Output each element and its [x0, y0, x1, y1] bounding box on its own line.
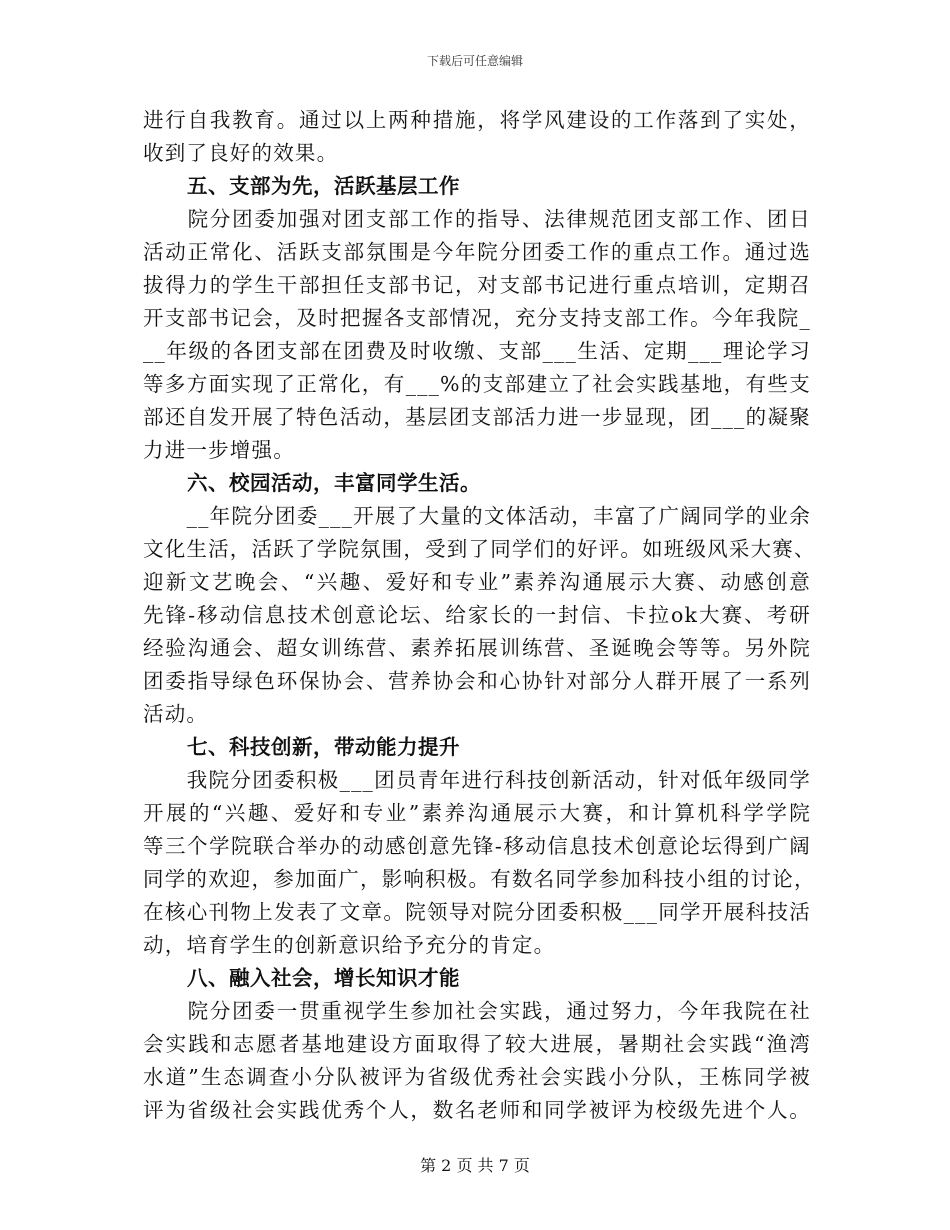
paragraph-line: 等多方面实现了正常化，有___%的支部建立了社会实践基地，有些支: [143, 372, 811, 396]
paragraph-line: 在核心刊物上发表了文章。院领导对院分团委积极___同学开展科技活: [143, 900, 811, 924]
paragraph-line: 活动。: [143, 702, 209, 726]
paragraph-line: 进行自我教育。通过以上两种措施，将学风建设的工作落到了实处，: [143, 108, 811, 132]
paragraph-line: 动，培育学生的创新意识给予充分的肯定。: [143, 933, 556, 957]
paragraph-line: 收到了良好的效果。: [143, 141, 339, 165]
paragraph-line: 院分团委一贯重视学生参加社会实践，通过努力，今年我院在社: [143, 999, 811, 1023]
section-heading: 七、科技创新，带动能力提升: [187, 735, 460, 759]
paragraph-line: 经验沟通会、超女训练营、素养拓展训练营、圣诞晚会等等。另外院: [143, 636, 811, 660]
paragraph-line: 文化生活，活跃了学院氛围，受到了同学们的好评。如班级风采大赛、: [143, 537, 816, 561]
paragraph-line: 拔得力的学生干部担任支部书记，对支部书记进行重点培训，定期召: [143, 273, 811, 297]
paragraph-line: 同学的欢迎，参加面广，影响积极。有数名同学参加科技小组的讨论，: [143, 867, 816, 891]
paragraph-line: 开支部书记会，及时把握各支部情况，充分支持支部工作。今年我院_: [143, 306, 811, 330]
paragraph-line: __年级的各团支部在团费及时收缴、支部___生活、定期___理论学习: [143, 339, 811, 363]
paragraph-line: 评为省级社会实践优秀个人，数名老师和同学被评为校级先进个人。: [143, 1098, 811, 1122]
page-header: 下载后可任意编辑: [426, 54, 523, 68]
paragraph-line: 水道”生态调查小分队被评为省级优秀社会实践小分队，王栋同学被: [143, 1065, 811, 1089]
paragraph-line: 先锋-移动信息技术创意论坛、给家长的一封信、卡拉ok大赛、考研: [143, 603, 811, 627]
paragraph-line: 等三个学院联合举办的动感创意先锋-移动信息技术创意论坛得到广阔: [143, 834, 811, 858]
paragraph-line: 团委指导绿色环保协会、营养协会和心协针对部分人群开展了一系列: [143, 669, 811, 693]
document-body: [143, 104, 816, 1127]
paragraph-line: 我院分团委积极___团员青年进行科技创新活动，针对低年级同学: [143, 768, 811, 792]
paragraph-line: 力进一步增强。: [143, 438, 295, 462]
paragraph-line: __年院分团委___开展了大量的文体活动，丰富了广阔同学的业余: [143, 504, 811, 528]
page-footer: 第 2 页 共 7 页: [420, 1156, 530, 1175]
paragraph-line: 会实践和志愿者基地建设方面取得了较大进展，暑期社会实践“渔湾: [143, 1032, 811, 1056]
paragraph-line: 活动正常化、活跃支部氛围是今年院分团委工作的重点工作。通过选: [143, 240, 811, 264]
paragraph-line: 迎新文艺晚会、“兴趣、爱好和专业”素养沟通展示大赛、动感创意: [143, 570, 811, 594]
paragraph-line: 开展的“兴趣、爱好和专业”素养沟通展示大赛，和计算机科学学院: [143, 801, 811, 825]
section-heading: 八、融入社会，增长知识才能: [187, 966, 460, 990]
section-heading: 五、支部为先，活跃基层工作: [187, 174, 460, 198]
paragraph-line: 部还自发开展了特色活动，基层团支部活力进一步显现，团___的凝聚: [143, 405, 811, 429]
section-heading: 六、校园活动，丰富同学生活。: [187, 471, 481, 495]
paragraph-line: 院分团委加强对团支部工作的指导、法律规范团支部工作、团日: [143, 207, 811, 231]
